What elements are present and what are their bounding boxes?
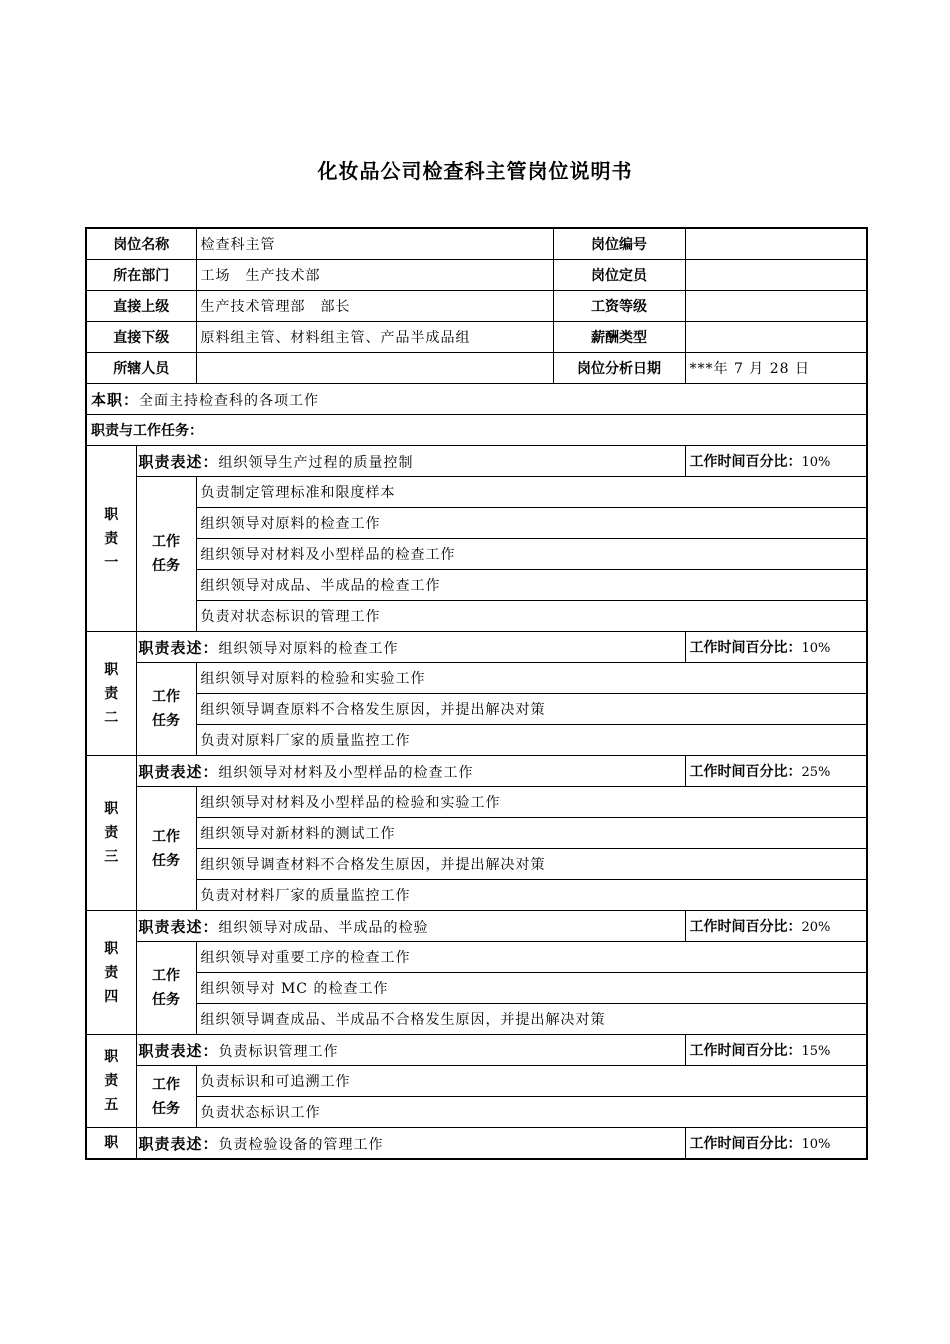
post-name-value: 检查科主管 bbox=[196, 228, 553, 260]
superior-value: 生产技术管理部 部长 bbox=[196, 291, 553, 322]
task-item: 组织领导对成品、半成品的检查工作 bbox=[196, 570, 867, 601]
post-name-label: 岗位名称 bbox=[86, 228, 196, 260]
task-row bbox=[86, 663, 867, 694]
percent-value: 10% bbox=[801, 1137, 831, 1152]
task-item: 负责状态标识工作 bbox=[196, 1097, 867, 1128]
statement-text: 负责标识管理工作 bbox=[218, 1043, 339, 1060]
task-item: 组织领导对 MC 的检查工作 bbox=[196, 973, 867, 1004]
duty-statement-cell bbox=[136, 446, 685, 477]
task-header: 工作任务 bbox=[136, 477, 196, 632]
main-duty-text: 全面主持检查科的各项工作 bbox=[139, 392, 320, 409]
task-item: 负责标识和可追溯工作 bbox=[196, 1066, 867, 1097]
task-item: 组织领导对材料及小型样品的检验和实验工作 bbox=[196, 787, 867, 818]
task-header: 工作任务 bbox=[136, 663, 196, 756]
percent-value: 10% bbox=[801, 455, 831, 470]
info-row bbox=[86, 260, 867, 291]
task-row bbox=[86, 787, 867, 818]
percent-cell bbox=[685, 1128, 867, 1160]
task-row bbox=[86, 1004, 867, 1035]
task-item: 组织领导调查原料不合格发生原因，并提出解决对策 bbox=[196, 694, 867, 725]
percent-cell bbox=[685, 1035, 867, 1066]
duty-statement-row bbox=[86, 756, 867, 787]
duty-statement-row bbox=[86, 911, 867, 942]
task-item: 组织领导调查材料不合格发生原因，并提出解决对策 bbox=[196, 849, 867, 880]
duty-name: 职责二 bbox=[86, 632, 136, 756]
statement-text: 组织领导对材料及小型样品的检查工作 bbox=[218, 764, 474, 781]
percent-value: 25% bbox=[801, 765, 831, 780]
staffing-value bbox=[685, 260, 867, 291]
analysis-date-label: 岗位分析日期 bbox=[553, 353, 685, 384]
statement-label: 职责表述： bbox=[138, 452, 219, 471]
duty-statement-cell bbox=[136, 1035, 685, 1066]
task-header: 工作任务 bbox=[136, 1066, 196, 1128]
task-item: 负责制定管理标准和限度样本 bbox=[196, 477, 867, 508]
task-item: 负责对原料厂家的质量监控工作 bbox=[196, 725, 867, 756]
info-row bbox=[86, 291, 867, 322]
duties-header: 职责与工作任务： bbox=[86, 415, 867, 446]
percent-cell bbox=[685, 756, 867, 787]
duty-statement-cell bbox=[136, 632, 685, 663]
statement-text: 组织领导生产过程的质量控制 bbox=[218, 454, 414, 471]
duty-statement-row bbox=[86, 632, 867, 663]
task-row bbox=[86, 973, 867, 1004]
percent-value: 15% bbox=[801, 1044, 831, 1059]
percent-label: 工作时间百分比： bbox=[689, 1136, 802, 1152]
pay-type-label: 薪酬类型 bbox=[553, 322, 685, 353]
superior-label: 直接上级 bbox=[86, 291, 196, 322]
staffing-label: 岗位定员 bbox=[553, 260, 685, 291]
task-item: 组织领导对原料的检验和实验工作 bbox=[196, 663, 867, 694]
duty-statement-row bbox=[86, 1128, 867, 1160]
info-row bbox=[86, 322, 867, 353]
duty-name: 职 bbox=[86, 1128, 136, 1160]
post-no-label: 岗位编号 bbox=[553, 228, 685, 260]
statement-label: 职责表述： bbox=[138, 1041, 219, 1060]
staff-value bbox=[196, 353, 553, 384]
subordinate-label: 直接下级 bbox=[86, 322, 196, 353]
task-row bbox=[86, 477, 867, 508]
main-duty-label: 本职： bbox=[91, 390, 140, 409]
task-item: 组织领导对新材料的测试工作 bbox=[196, 818, 867, 849]
salary-grade-label: 工资等级 bbox=[553, 291, 685, 322]
statement-text: 组织领导对成品、半成品的检验 bbox=[218, 919, 429, 936]
task-row bbox=[86, 1097, 867, 1128]
post-no-value bbox=[685, 228, 867, 260]
percent-label: 工作时间百分比： bbox=[689, 640, 802, 656]
task-item: 负责对材料厂家的质量监控工作 bbox=[196, 880, 867, 911]
statement-label: 职责表述： bbox=[138, 917, 219, 936]
task-item: 组织领导对材料及小型样品的检查工作 bbox=[196, 539, 867, 570]
duty-statement-cell bbox=[136, 1128, 685, 1160]
subordinate-value: 原料组主管、材料组主管、产品半成品组 bbox=[196, 322, 553, 353]
salary-grade-value bbox=[685, 291, 867, 322]
task-row bbox=[86, 818, 867, 849]
duty-statement-cell bbox=[136, 756, 685, 787]
statement-label: 职责表述： bbox=[138, 762, 219, 781]
percent-cell bbox=[685, 911, 867, 942]
staff-label: 所辖人员 bbox=[86, 353, 196, 384]
task-row bbox=[86, 725, 867, 756]
statement-label: 职责表述： bbox=[138, 638, 219, 657]
dept-value: 工场 生产技术部 bbox=[196, 260, 553, 291]
task-row bbox=[86, 539, 867, 570]
percent-cell bbox=[685, 446, 867, 477]
task-row bbox=[86, 694, 867, 725]
percent-cell bbox=[685, 632, 867, 663]
percent-label: 工作时间百分比： bbox=[689, 1043, 802, 1059]
statement-label: 职责表述： bbox=[138, 1134, 219, 1153]
task-item: 组织领导对重要工序的检查工作 bbox=[196, 942, 867, 973]
task-row bbox=[86, 601, 867, 632]
duty-statement-cell bbox=[136, 911, 685, 942]
task-header: 工作任务 bbox=[136, 942, 196, 1035]
task-item: 组织领导对原料的检查工作 bbox=[196, 508, 867, 539]
dept-label: 所在部门 bbox=[86, 260, 196, 291]
info-row bbox=[86, 228, 867, 260]
job-description-table bbox=[85, 227, 868, 1160]
task-row bbox=[86, 880, 867, 911]
analysis-date-value: ***年 7 月 28 日 bbox=[685, 353, 867, 384]
task-row bbox=[86, 1066, 867, 1097]
duty-name: 职责五 bbox=[86, 1035, 136, 1128]
duty-name: 职责四 bbox=[86, 911, 136, 1035]
task-row bbox=[86, 508, 867, 539]
duty-statement-row bbox=[86, 1035, 867, 1066]
main-duty-row bbox=[86, 384, 867, 415]
percent-label: 工作时间百分比： bbox=[689, 919, 802, 935]
statement-text: 负责检验设备的管理工作 bbox=[218, 1136, 384, 1153]
percent-label: 工作时间百分比： bbox=[689, 764, 802, 780]
task-row bbox=[86, 849, 867, 880]
task-item: 负责对状态标识的管理工作 bbox=[196, 601, 867, 632]
percent-value: 20% bbox=[801, 920, 831, 935]
duty-name: 职责三 bbox=[86, 756, 136, 911]
task-item: 组织领导调查成品、半成品不合格发生原因，并提出解决对策 bbox=[196, 1004, 867, 1035]
pay-type-value bbox=[685, 322, 867, 353]
percent-value: 10% bbox=[801, 641, 831, 656]
task-header: 工作任务 bbox=[136, 787, 196, 911]
task-row bbox=[86, 570, 867, 601]
duty-name: 职责一 bbox=[86, 446, 136, 632]
percent-label: 工作时间百分比： bbox=[689, 454, 802, 470]
task-row bbox=[86, 942, 867, 973]
duty-statement-row bbox=[86, 446, 867, 477]
statement-text: 组织领导对原料的检查工作 bbox=[218, 640, 399, 657]
duties-header-row bbox=[86, 415, 867, 446]
page-title: 化妆品公司检查科主管岗位说明书 bbox=[317, 159, 633, 183]
info-row bbox=[86, 353, 867, 384]
